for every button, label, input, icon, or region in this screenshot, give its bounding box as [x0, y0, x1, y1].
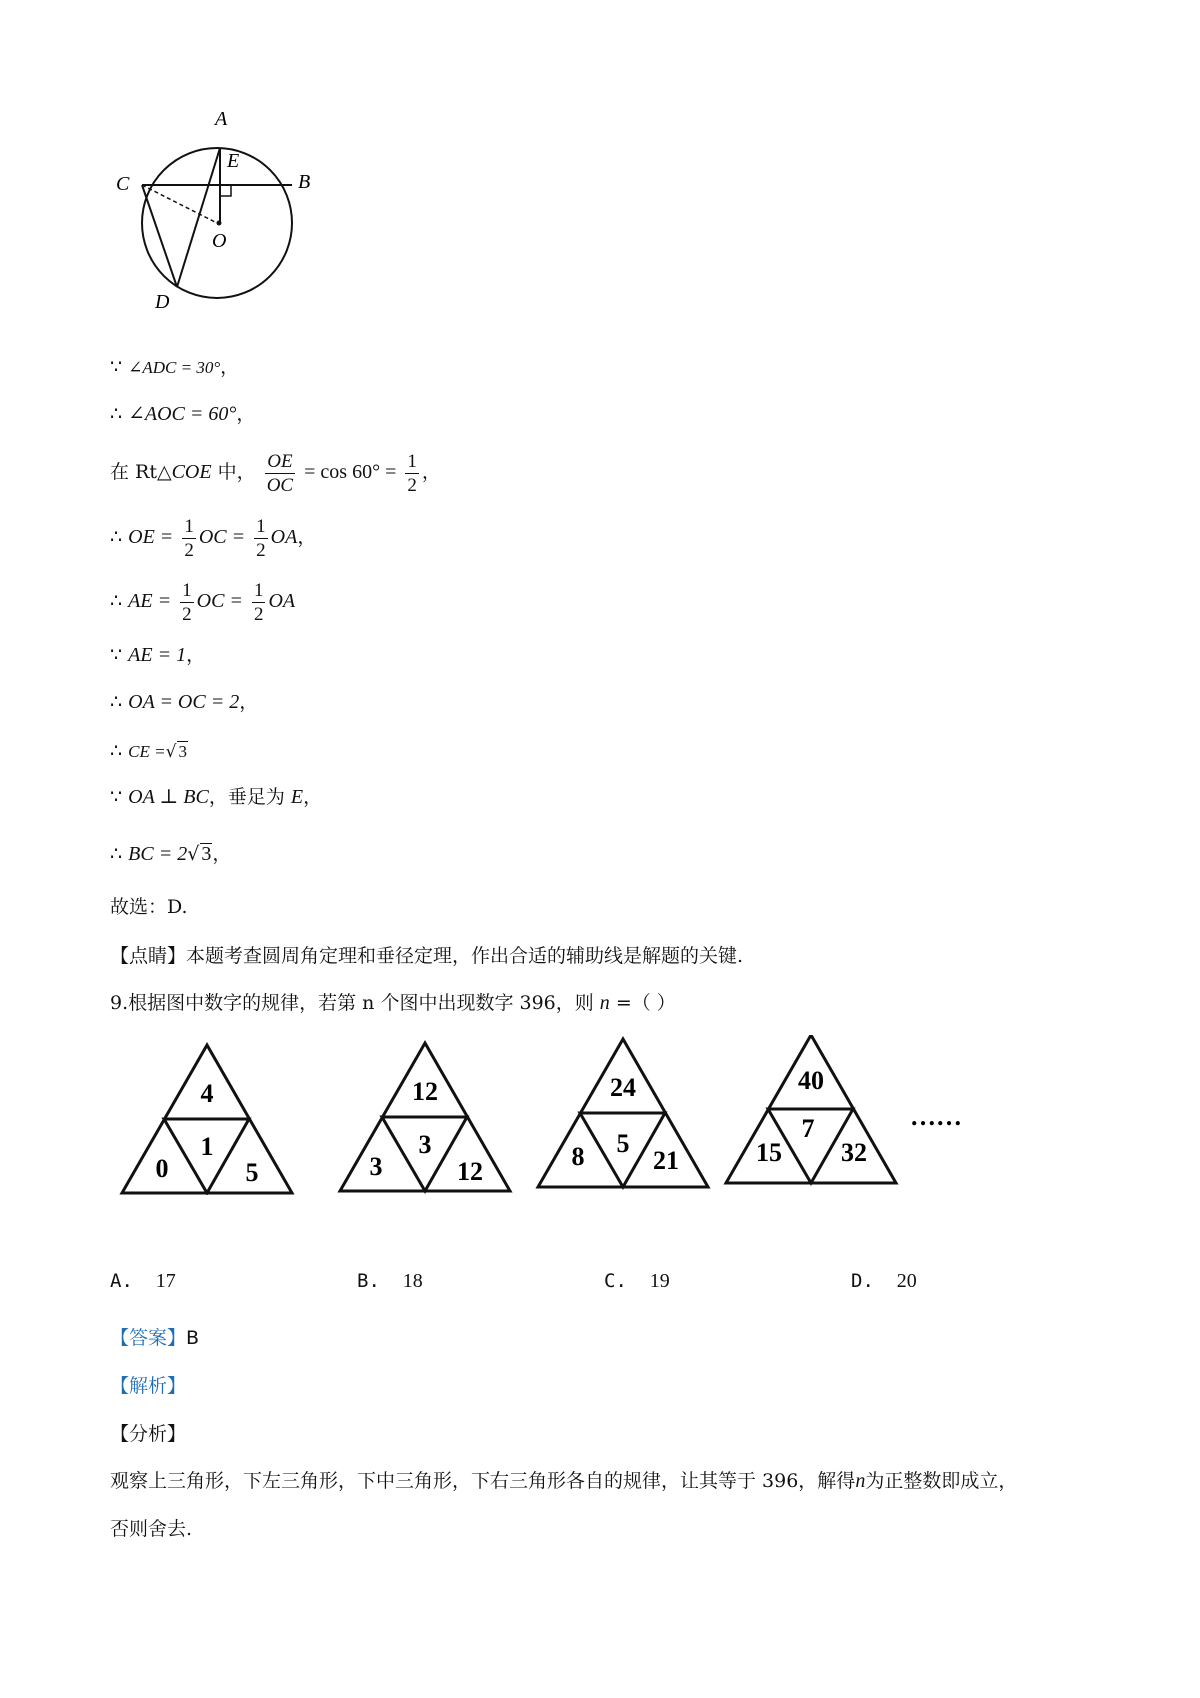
triangle-4-left: 15: [756, 1138, 782, 1167]
step-6: [110, 642, 205, 668]
analysis-tag: 【解析】: [110, 1375, 187, 1397]
fenxi-tag: 【分析】: [110, 1423, 187, 1445]
triangle-4: [726, 1035, 896, 1183]
step-3: [110, 447, 441, 497]
step-5: [110, 576, 295, 626]
analysis-line-2: 否则舍去.: [110, 1518, 193, 1540]
step-1: [110, 354, 239, 381]
option-c: C. 19: [604, 1270, 670, 1292]
step-2: [110, 401, 255, 427]
therefore-symbol: ∴: [110, 590, 123, 612]
therefore-symbol: ∴: [110, 843, 123, 865]
analysis-line-1: [110, 1468, 1017, 1494]
comment: 【点睛】本题考查圆周角定理和垂径定理，作出合适的辅助线是解题的关键.: [110, 945, 744, 967]
step-10: ∴ BC = 2√ 3，: [110, 843, 232, 865]
step-9-foot: E: [290, 786, 304, 808]
label-b: B: [298, 171, 311, 193]
label-a: A: [215, 108, 228, 130]
because-symbol: ∵: [110, 786, 123, 808]
question-tail: =（ ）: [609, 992, 676, 1014]
step-8-expr: CE =: [128, 742, 166, 761]
step-1-expr: ∠ADC = 30°: [128, 358, 221, 377]
step-10-expr: BC = 2: [128, 843, 188, 865]
step-7: [110, 689, 258, 715]
triangle-1-left: 0: [155, 1154, 169, 1183]
step-5-lhs: AE =: [128, 590, 172, 612]
question-var: n: [599, 992, 610, 1014]
conclusion: 故选：D.: [110, 896, 188, 918]
step-3-mid: 中，: [211, 461, 256, 483]
step-9-tail2: ，: [303, 786, 323, 808]
step-4-lhs: OE =: [128, 526, 174, 548]
analysis-text-a: 观察上三角形，下左三角形，下中三角形，下右三角形各自的规律，让其等于 396，解得: [110, 1470, 856, 1492]
step-1-tail: ，: [220, 356, 240, 378]
triangle-4-middle: 7: [801, 1114, 815, 1143]
sqrt-radicand: 3: [178, 742, 187, 761]
step-10-tail: ，: [212, 843, 232, 865]
triangle-2-middle: 3: [418, 1130, 432, 1159]
fraction-half: $\frac{1}{2}$: [182, 579, 192, 625]
option-b: B. 18: [357, 1270, 423, 1292]
triangle-figures: [110, 1035, 990, 1195]
option-d: D. 20: [851, 1270, 917, 1292]
therefore-symbol: ∴: [110, 740, 123, 762]
analysis-var: n: [855, 1470, 866, 1492]
triangle-3: [538, 1039, 708, 1187]
step-9-expr: OA ⊥ BC: [128, 786, 209, 808]
because-symbol: ∵: [110, 644, 123, 666]
fraction-half: $\frac{1}{2}$: [407, 450, 417, 496]
triangle-1-right: 5: [245, 1158, 259, 1187]
triangle-1-top: 4: [200, 1079, 214, 1108]
step-5-term-1: OC =: [196, 590, 243, 612]
fraction-half: $\frac{1}{2}$: [256, 515, 266, 561]
triangle-3-top: 24: [610, 1073, 636, 1102]
fraction-half: $\frac{1}{2}$: [253, 579, 264, 625]
step-9-tail: ，垂足为: [208, 786, 285, 808]
triangle-3-middle: 5: [616, 1129, 630, 1158]
answer-value: B: [186, 1327, 200, 1349]
therefore-symbol: ∴: [110, 526, 123, 548]
analysis-text-b: 为正整数即成立，: [865, 1470, 1018, 1492]
label-e: E: [227, 150, 240, 172]
therefore-symbol: ∴: [110, 403, 123, 425]
step-4-term-1: OC =: [198, 526, 246, 548]
step-7-tail: ，: [239, 691, 259, 713]
answer-tag: 【答案】: [110, 1327, 187, 1349]
triangle-3-right: 21: [653, 1146, 679, 1175]
fraction-oe-oc: $\frac{OE}{OC}$: [266, 450, 294, 496]
step-7-expr: OA = OC = 2: [128, 691, 240, 713]
option-a: A. 17: [110, 1270, 176, 1292]
label-o: O: [212, 230, 227, 252]
step-4-tail: ，: [297, 526, 317, 548]
triangle-1: [122, 1045, 292, 1193]
step-5-term-2: OA: [268, 590, 296, 612]
triangle-4-right: 32: [841, 1138, 867, 1167]
triangle-4-top: 40: [798, 1066, 824, 1095]
triangle-2-right: 12: [457, 1157, 483, 1186]
because-symbol: ∵: [110, 356, 123, 378]
step-4: [110, 512, 316, 562]
triangle-1-middle: 1: [200, 1132, 214, 1161]
step-3-pre: 在 Rt△: [110, 461, 172, 483]
label-c: C: [116, 173, 130, 195]
triangle-2-left: 3: [369, 1152, 383, 1181]
step-2-tail: ，: [236, 403, 256, 425]
step-3-triangle: COE: [171, 461, 212, 483]
therefore-symbol: ∴: [110, 691, 123, 713]
triangle-2: [340, 1043, 510, 1191]
step-8: ∴ CE =√ 3: [110, 740, 187, 762]
question-9: [110, 990, 676, 1016]
label-d: D: [155, 291, 170, 313]
ellipsis: ……: [910, 1102, 962, 1131]
question-text: 9.根据图中数字的规律，若第 n 个图中出现数字 396，则: [110, 992, 594, 1014]
step-3-tail: ，: [421, 461, 441, 483]
answer: [110, 1325, 199, 1351]
triangle-3-left: 8: [571, 1142, 585, 1171]
step-6-tail: ，: [186, 644, 206, 666]
triangle-2-top: 12: [412, 1077, 438, 1106]
step-9: [110, 784, 322, 810]
sqrt-radicand: 3: [201, 843, 212, 865]
circle-figure: [100, 105, 320, 315]
step-3-eq: = cos 60° =: [304, 461, 397, 483]
step-4-term-2: OA: [270, 526, 298, 548]
step-6-expr: AE = 1: [128, 644, 187, 666]
step-2-expr: ∠AOC = 60°: [128, 403, 237, 425]
fraction-half: $\frac{1}{2}$: [184, 515, 194, 561]
